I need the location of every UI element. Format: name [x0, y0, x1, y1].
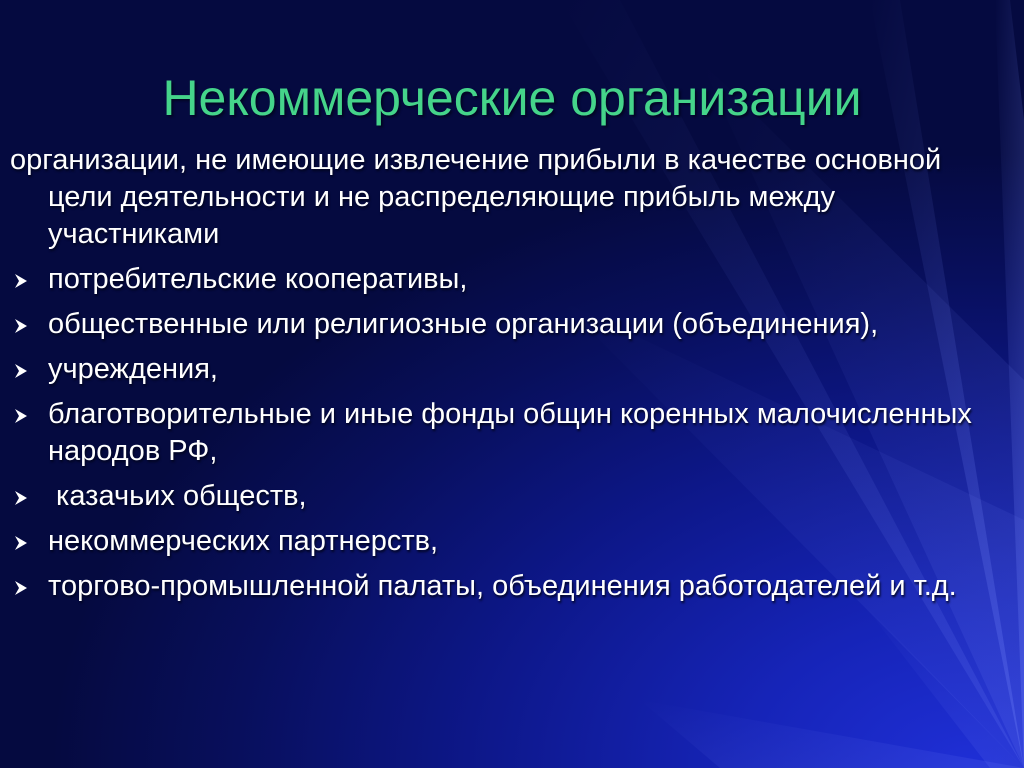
list-item: [10, 396, 1000, 470]
list-item: [10, 568, 1000, 605]
list-item-text: учреждения,: [48, 353, 218, 385]
arrowhead-bullet-icon: [12, 272, 30, 290]
list-item: [10, 261, 1000, 298]
bullet-list: [10, 261, 1000, 605]
list-item-text: торгово-промышленной палаты, объединения работодателей и т.д.: [48, 570, 957, 602]
list-item-text: потребительские кооперативы,: [48, 263, 468, 295]
arrowhead-bullet-icon: [12, 579, 30, 597]
arrowhead-bullet-icon: [12, 317, 30, 335]
list-item: [10, 523, 1000, 560]
list-item-text: общественные или религиозные организации (объединения),: [48, 308, 879, 340]
arrowhead-bullet-icon: [12, 489, 30, 507]
list-item-text: казачьих обществ,: [48, 480, 307, 512]
slide-title: Некоммерческие организации: [162, 70, 862, 126]
list-item: [10, 478, 1000, 515]
list-item-text: некоммерческих партнерств,: [48, 525, 439, 557]
slide-body: [10, 142, 1000, 613]
list-item: [10, 351, 1000, 388]
arrowhead-bullet-icon: [12, 407, 30, 425]
arrowhead-bullet-icon: [12, 534, 30, 552]
list-item: [10, 306, 1000, 343]
arrowhead-bullet-icon: [12, 362, 30, 380]
list-item-text: благотворительные и иные фонды общин коренных малочисленных народов РФ,: [48, 398, 972, 467]
intro-paragraph: организации, не имеющие извлечение прибыли в качестве основной цели деятельности и не распределяющие прибыль между участниками: [10, 144, 942, 250]
